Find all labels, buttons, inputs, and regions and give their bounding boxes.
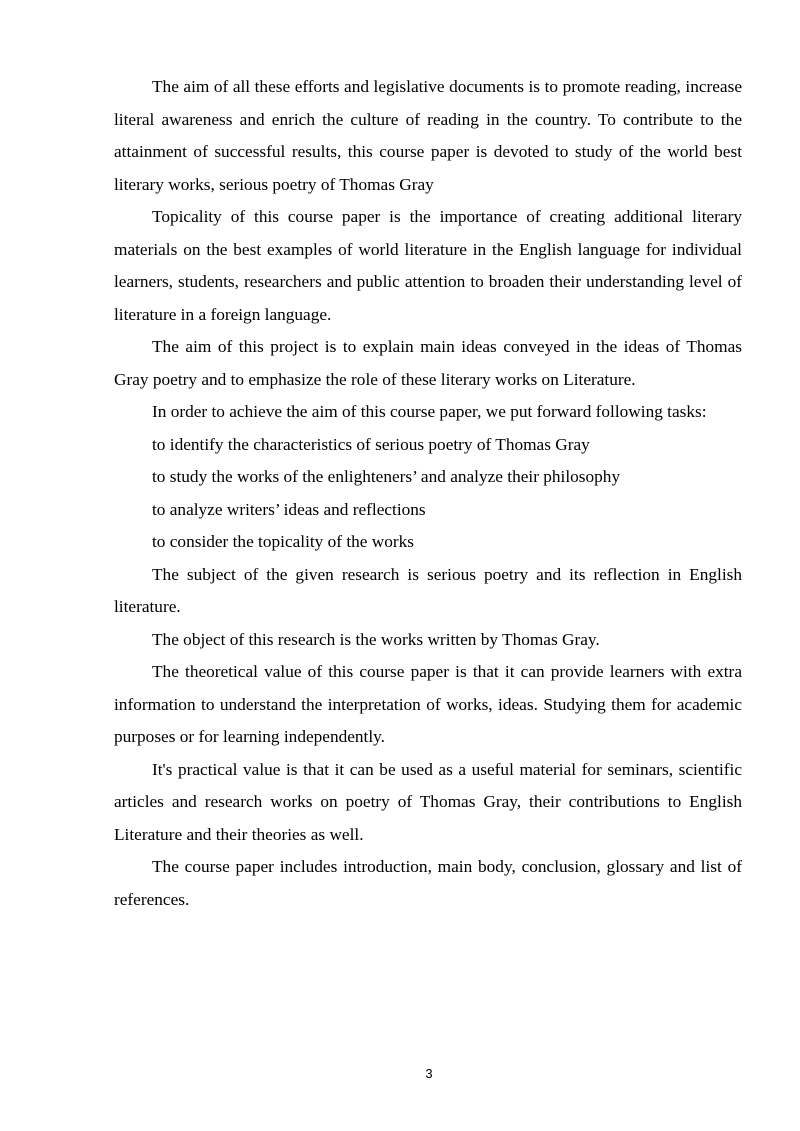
paragraph-structure: The course paper includes introduction, main body, conclusion, glossary and list of references. <box>114 857 742 909</box>
paragraph-subject: The subject of the given research is serious poetry and its reflection in English literature. <box>114 564 742 616</box>
task-item: to study the works of the enlighteners’ and analyze their philosophy <box>152 467 621 486</box>
task-item: to consider the topicality of the works <box>152 532 415 551</box>
paragraph-efforts-aim: The aim of all these efforts and legislative documents is to promote reading, increase literal awareness and enrich the culture of reading in the country. To contribute to the attainment of successful results, this course paper is devoted to study of the world best literary works, serious poetry of Thomas Gray <box>114 77 742 194</box>
body-text <box>114 71 742 916</box>
page-number: 3 <box>425 1066 433 1081</box>
task-item: to analyze writers’ ideas and reflections <box>152 499 426 519</box>
paragraph-topicality: Topicality of this course paper is the importance of creating additional literary materials on the best examples of world literature in the English language for individual learners, students, researchers and public attention to broaden their understanding level of literature in a foreign language. <box>114 207 742 324</box>
task-item: to identify the characteristics of serious poetry of Thomas Gray <box>152 434 590 454</box>
paragraph-object: The object of this research is the works written by Thomas Gray. <box>152 629 600 649</box>
paragraph-tasks-intro: In order to achieve the aim of this course paper, we put forward following tasks: <box>152 402 707 421</box>
paragraph-practical-value: It's practical value is that it can be used as a useful material for seminars, scientific articles and research works on poetry of Thomas Gray, their contributions to English Literature and their theories as well. <box>114 759 742 844</box>
paragraph-project-aim: The aim of this project is to explain main ideas conveyed in the ideas of Thomas Gray poetry and to emphasize the role of these literary works on Literature. <box>114 337 742 389</box>
paragraph-theoretical-value: The theoretical value of this course paper is that it can provide learners with extra information to understand the interpretation of works, ideas. Studying them for academic purposes or for learning independently. <box>114 662 742 746</box>
